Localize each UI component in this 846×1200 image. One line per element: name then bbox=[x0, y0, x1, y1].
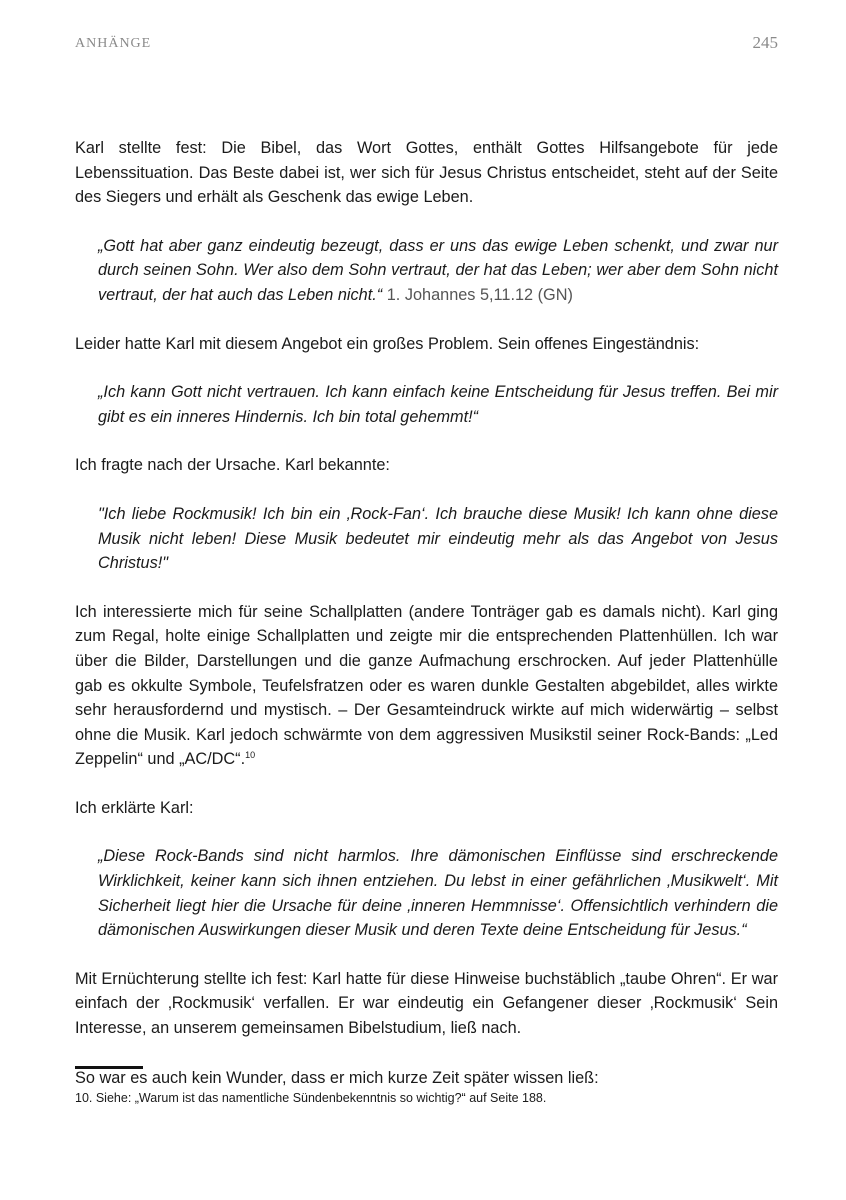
running-head: ANHÄNGE bbox=[75, 36, 152, 51]
quote-karl-1: „Ich kann Gott nicht vertrauen. Ich kann einfach keine Entscheidung für Jesus treffen. Bei mir gibt es ein inneres Hindernis. Ich bin total gehemmt!“ bbox=[98, 383, 778, 426]
footnote-reference: 10 bbox=[245, 750, 256, 761]
paragraph-6: Mit Ernüchterung stellte ich fest: Karl hatte für diese Hinweise buchstäblich „taube Ohren“. Er war einfach der ‚Rockmusik‘ verfallen. Er war eindeutig ein Gefangener dieser ‚Rockmusik‘ Sein Interesse, an unserem gemeinsamen Bibelstudium, ließ nach. bbox=[75, 969, 778, 1038]
bible-quote bbox=[98, 234, 778, 308]
paragraph-7: So war es auch kein Wunder, dass er mich kurze Zeit später wissen ließ: bbox=[75, 1068, 599, 1087]
footnote-divider bbox=[75, 1066, 143, 1069]
paragraph-1: Karl stellte fest: Die Bibel, das Wort Gottes, enthält Gottes Hilfsangebote für jede Lebenssituation. Das Beste dabei ist, wer sich für Jesus Christus entscheidet, steht auf der Seite des Siegers und erhält als Geschenk das ewige Leben. bbox=[75, 139, 778, 207]
page-number: 245 bbox=[752, 33, 778, 52]
body-text bbox=[75, 136, 778, 1114]
paragraph-4 bbox=[75, 600, 778, 772]
bible-reference: 1. Johannes 5,11.12 (GN) bbox=[386, 285, 573, 304]
paragraph-3: Ich fragte nach der Ursache. Karl bekannte: bbox=[75, 456, 390, 475]
paragraph-5: Ich erklärte Karl: bbox=[75, 798, 194, 817]
footnote: 10. Siehe: „Warum ist das namentliche Sündenbekenntnis so wichtig?“ auf Seite 188. bbox=[75, 1091, 547, 1105]
paragraph-2: Leider hatte Karl mit diesem Angebot ein großes Problem. Sein offenes Eingeständnis: bbox=[75, 334, 700, 353]
quote-author: „Diese Rock-Bands sind nicht harmlos. Ihre dämonischen Einflüsse sind erschreckende Wirklichkeit, keiner kann sich ihnen entziehen. Du lebst in einer gefährlichen ‚Musikwelt‘. Mit Sicherheit liegt hier die Ursache für deine ‚inneren Hemmnisse‘. Offensichtlich verhindern die dämonischen Auswirkungen dieser Musik und deren Texte deine Entscheidung für Jesus.“ bbox=[98, 847, 778, 940]
paragraph-4-text: Ich interessierte mich für seine Schallplatten (andere Tonträger gab es damals nicht). Karl ging zum Regal, holte einige Schallplatten und zeigte mir die entsprechenden Plattenhüllen. Ich war über die Bilder, Darstellungen und die ganze Aufmachung erschrocken. Auf jeder Plattenhülle gab es okkulte Symbole, Teufelsfratzen oder es waren dunkle Gestalten abgebildet, alles wirkte sehr herausfordernd und mystisch. – Der Gesamteindruck wirkte auf mich widerwärtig – selbst ohne die Musik. Karl jedoch schwärmte von dem aggressiven Musikstil seiner Rock-Bands: „Led Zeppelin“ und „AC/DC“. bbox=[75, 602, 778, 769]
quote-karl-2: "Ich liebe Rockmusik! Ich bin ein ‚Rock-Fan‘. Ich brauche diese Musik! Ich kann ohne diese Musik nicht leben! Diese Musik bedeutet mir eindeutig mehr als das Angebot von Jesus Christus!" bbox=[98, 504, 778, 573]
bible-quote-text: „Gott hat aber ganz eindeutig bezeugt, dass er uns das ewige Leben schenkt, und zwar nur durch seinen Sohn. Wer also dem Sohn vertraut, der hat das Leben; wer aber dem Sohn nicht vertraut, der hat auch das Leben nicht.“ bbox=[98, 236, 778, 304]
